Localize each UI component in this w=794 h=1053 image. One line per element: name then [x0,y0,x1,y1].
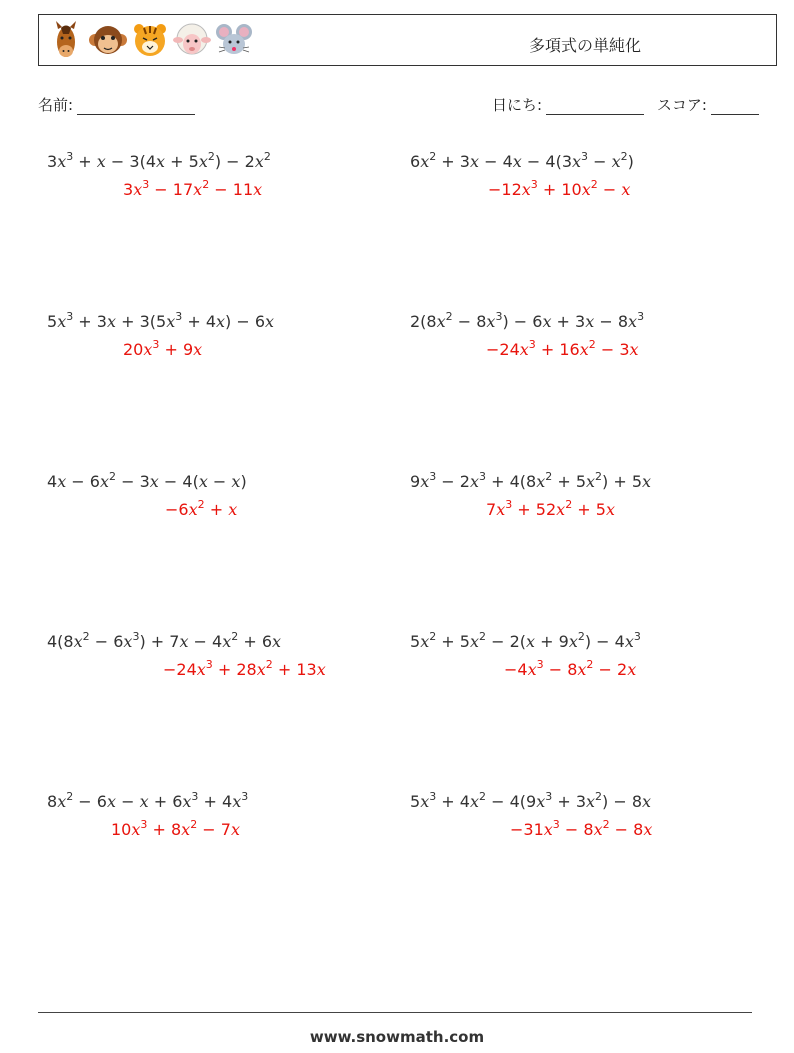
problem-question: $5x^3 + 3x + 3(5x^3 + 4x) - 6x$ [47,310,275,331]
problem-question: $8x^2 - 6x - x + 6x^3 + 4x^3$ [47,790,249,811]
score-label: スコア: [656,96,707,114]
mouse-icon [215,20,253,60]
problem-answer: $-24x^3 + 28x^2 + 13x$ [163,658,326,679]
footer-divider [38,1012,752,1013]
date-label: 日にち: [492,96,543,114]
problem-question: $4x - 6x^2 - 3x - 4(x - x)$ [47,470,247,491]
date-blank[interactable] [546,98,644,115]
name-label: 名前: [38,96,74,114]
problem-question: $6x^2 + 3x - 4x - 4(3x^3 - x^2)$ [410,150,634,171]
problem-question: $3x^3 + x - 3(4x + 5x^2) - 2x^2$ [47,150,271,171]
problem-answer: $-24x^3 + 16x^2 - 3x$ [486,338,639,359]
tiger-icon [131,20,169,60]
problem-question: $5x^2 + 5x^2 - 2(x + 9x^2) - 4x^3$ [410,630,641,651]
problem-answer: $7x^3 + 52x^2 + 5x$ [486,498,615,519]
problem-answer: $-31x^3 - 8x^2 - 8x$ [510,818,653,839]
score-blank[interactable] [711,98,759,115]
problem-question: $9x^3 - 2x^3 + 4(8x^2 + 5x^2) + 5x$ [410,470,652,491]
date-score-field [492,94,759,115]
name-blank[interactable] [77,98,195,115]
problem-answer: $20x^3 + 9x$ [123,338,203,359]
problem-question: $2(8x^2 - 8x^3) - 6x + 3x - 8x^3$ [410,310,645,331]
name-field [38,94,195,115]
monkey-icon [89,20,127,60]
worksheet-header [38,14,777,66]
problem-answer: $-12x^3 + 10x^2 - x$ [488,178,631,199]
problem-answer: $10x^3 + 8x^2 - 7x$ [111,818,240,839]
sheep-icon [173,20,211,60]
problem-question: $5x^3 + 4x^2 - 4(9x^3 + 3x^2) - 8x$ [410,790,652,811]
worksheet-title: 多項式の単純化 [529,36,642,55]
problem-question: $4(8x^2 - 6x^3) + 7x - 4x^2 + 6x$ [47,630,282,651]
problem-answer: $3x^3 - 17x^2 - 11x$ [123,178,263,199]
problem-answer: $-4x^3 - 8x^2 - 2x$ [504,658,637,679]
footer-url: www.snowmath.com [309,1028,485,1046]
animal-icons [47,20,253,60]
horse-icon [47,20,85,60]
problem-answer: $-6x^2 + x$ [165,498,238,519]
